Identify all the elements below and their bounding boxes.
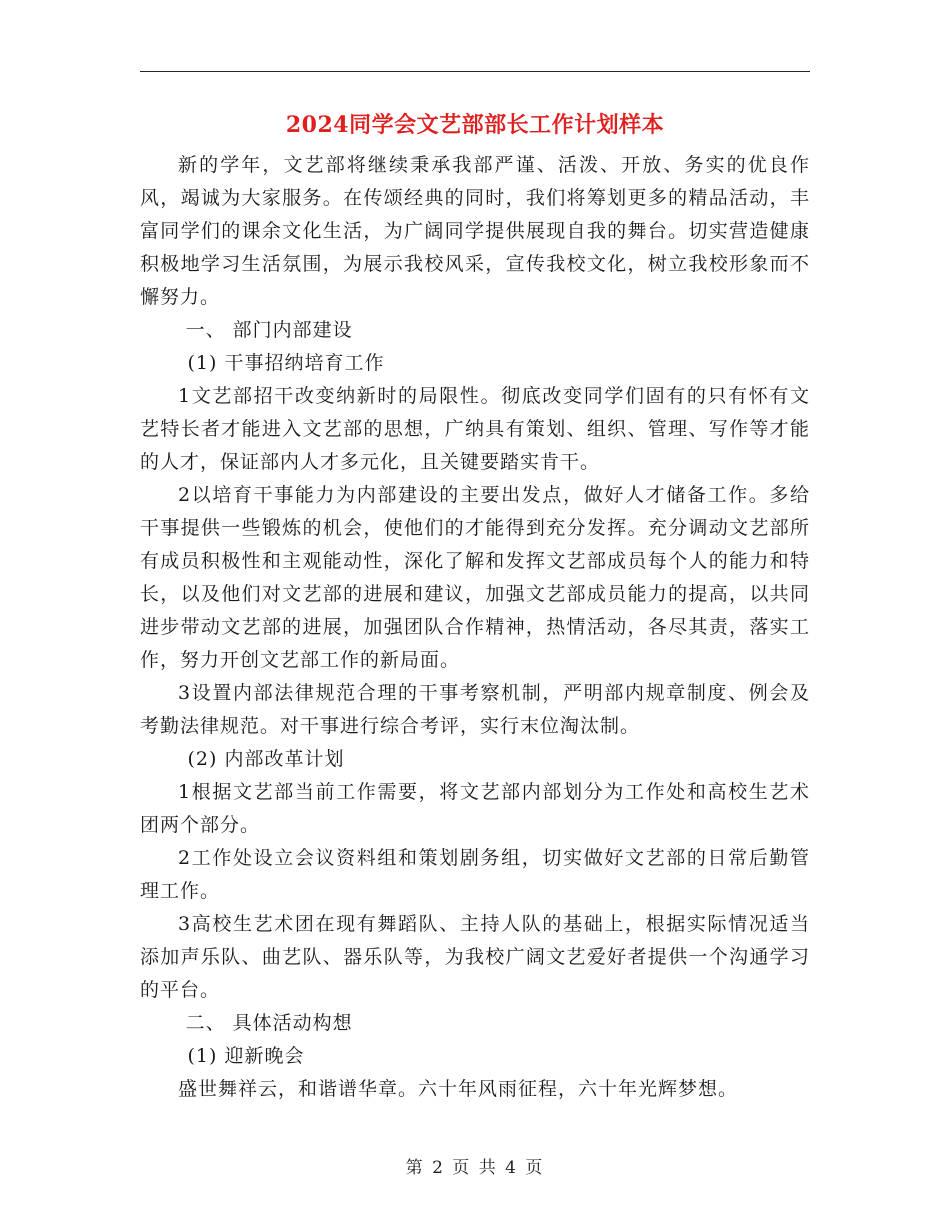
paragraph-2-1-1: 盛世舞祥云，和谐谱华章。六十年风雨征程，六十年光辉梦想。 <box>178 1078 739 1100</box>
document-body <box>140 149 810 1106</box>
section-heading-2: 二、 具体活动构想 <box>185 1012 353 1034</box>
subsection-heading-1-1: (1) 干事招纳培育工作 <box>187 352 385 374</box>
paragraph-1-1-2: 2以培育干事能力为内部建设的主要出发点，做好人才储备工作。多给干事提供一些锻炼的机会，使他们的才能得到充分发挥。充分调动文艺部所有成员积极性和主观能动性，深化了解和发挥文艺部成员每个人的能力和特长，以及他们对文艺部的进展和建议，加强文艺部成员能力的提高，以共同进步带动文艺部的进展，加强团队合作精神，热情活动，各尽其责，落实工作，努力开创文艺部工作的新局面。 <box>140 484 810 671</box>
paragraph-1-1-1: 1文艺部招干改变纳新时的局限性。彻底改变同学们固有的只有怀有文艺特长者才能进入文艺部的思想，广纳具有策划、组织、管理、写作等才能的人才，保证部内人才多元化，且关键要踏实肯干。 <box>140 385 810 473</box>
paragraph-1-1-3: 3设置内部法律规范合理的干事考察机制，严明部内规章制度、例会及考勤法律规范。对干事进行综合考评，实行末位淘汰制。 <box>140 682 810 737</box>
page-footer: 第 2 页 共 4 页 <box>405 1158 545 1178</box>
section-heading-1: 一、 部门内部建设 <box>185 319 353 341</box>
paragraph-1-2-1: 1根据文艺部当前工作需要，将文艺部内部划分为工作处和高校生艺术团两个部分。 <box>140 781 810 836</box>
paragraph-1-2-3: 3高校生艺术团在现有舞蹈队、主持人队的基础上，根据实际情况适当添加声乐队、曲艺队、器乐队等，为我校广阔文艺爱好者提供一个沟通学习的平台。 <box>140 913 810 1001</box>
document-title: 2024同学会文艺部部长工作计划样本 <box>285 112 665 138</box>
paragraph-1-2-2: 2工作处设立会议资料组和策划剧务组，切实做好文艺部的日常后勤管理工作。 <box>140 847 810 902</box>
subsection-heading-1-2: (2) 内部改革计划 <box>187 748 345 770</box>
intro-paragraph: 新的学年，文艺部将继续秉承我部严谨、活泼、开放、务实的优良作风，竭诚为大家服务。在传颂经典的同时，我们将筹划更多的精品活动，丰富同学们的课余文化生活，为广阔同学提供展现自我的舞台。切实营造健康积极地学习生活氛围，为展示我校风采，宣传我校文化，树立我校形象而不懈努力。 <box>140 154 810 308</box>
subsection-heading-2-1: (1) 迎新晚会 <box>187 1045 305 1067</box>
header-rule <box>140 71 810 72</box>
